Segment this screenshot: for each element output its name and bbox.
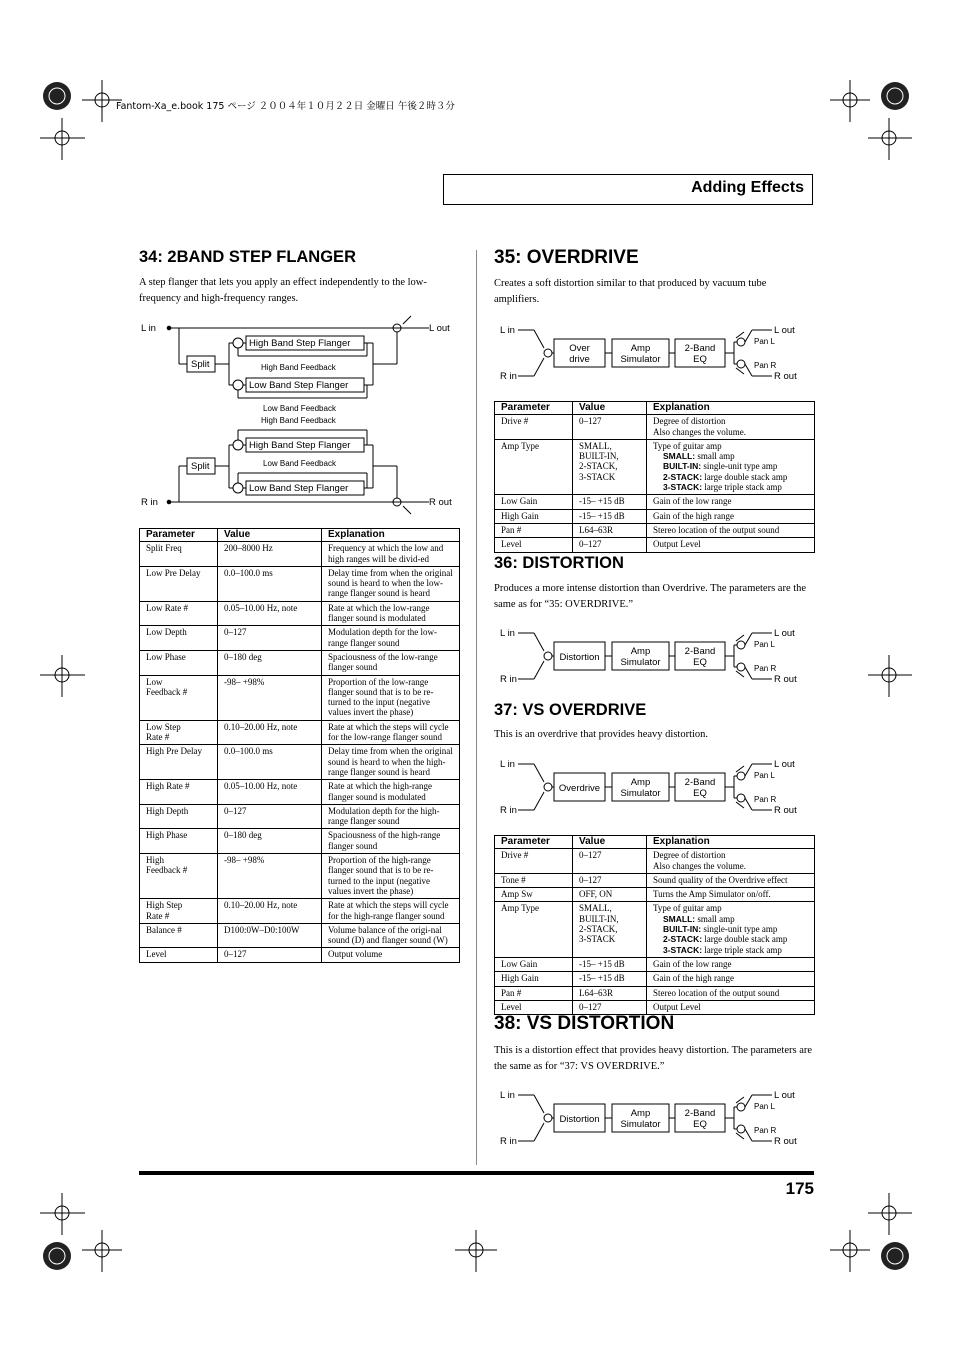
cell: Spaciousness of the high-range flanger sound — [322, 829, 460, 854]
section-desc-37: This is an overdrive that provides heavy distortion. — [494, 729, 709, 740]
cell: Balance # — [140, 923, 218, 948]
cell: OFF, ON — [573, 888, 647, 902]
table-row — [140, 745, 460, 780]
cell: High Phase — [140, 829, 218, 854]
table-row — [495, 523, 815, 537]
cell: Low Pre Delay — [140, 566, 218, 601]
cell: Stereo location of the output sound — [647, 523, 815, 537]
vs-overdrive-diagram — [494, 756, 814, 816]
diagram-label-r-in: R in — [500, 371, 517, 382]
cell: Low Rate # — [140, 601, 218, 626]
diagram-label-r-out: R out — [774, 371, 797, 382]
amp-type-name: 2-STACK: — [663, 471, 703, 482]
cell: Modulation depth for the high-range flanger sound — [322, 804, 460, 829]
cell: 0–127 — [573, 538, 647, 552]
col-explanation: Explanation — [647, 402, 815, 415]
cell: Proportion of the high-range flanger sound that is to be re-turned to the input (negative values invert the phase) — [322, 854, 460, 899]
cell: Level — [495, 1000, 573, 1014]
col-value: Value — [573, 836, 647, 849]
col-explanation: Explanation — [322, 529, 460, 542]
diagram-label-r-out: R out — [774, 805, 797, 816]
diagram-label-pan-r: Pan R — [754, 361, 777, 370]
amp-type-name: 3-STACK: — [663, 944, 703, 955]
overdrive-diagram — [494, 322, 814, 382]
diagram-label-r-out: R out — [429, 497, 452, 508]
cell: Amp Sw — [495, 888, 573, 902]
diagram-label-l-in: L in — [500, 759, 515, 770]
table-row — [140, 804, 460, 829]
cell: Delay time from when the original sound is heard to when the low-range flanger sound is heard — [322, 566, 460, 601]
page-number: 175 — [785, 1179, 814, 1198]
footer-rule — [139, 1171, 814, 1175]
cell: Tone # — [495, 873, 573, 887]
amp-type-item — [663, 945, 808, 955]
diagram-block-eq: 2-Band EQ — [684, 343, 716, 365]
cell: High Pre Delay — [140, 745, 218, 780]
cell: Rate at which the high-range flanger sound is modulated — [322, 780, 460, 805]
diagram-block-effect: Distortion — [559, 1114, 600, 1125]
cell: -15– +15 dB — [573, 957, 647, 971]
table-row — [140, 720, 460, 745]
file-info-header: Fantom-Xa_e.book 175 ページ ２００４年１０月２２日 金曜日 午後２時３分 — [116, 101, 455, 112]
amp-type-desc: large triple stack amp — [702, 944, 782, 955]
table-row — [495, 888, 815, 902]
cell: High Rate # — [140, 780, 218, 805]
amp-type-list — [653, 451, 808, 492]
amp-type-desc: small amp — [695, 913, 735, 924]
diagram-low-flanger-2: Low Band Step Flanger — [249, 483, 349, 494]
cell: High Depth — [140, 804, 218, 829]
cell: Low Feedback # — [140, 675, 218, 720]
cell: Stereo location of the output sound — [647, 986, 815, 1000]
diagram-block-amp-simulator: Amp Simulator — [620, 777, 661, 799]
cell: Modulation depth for the low-range flanger sound — [322, 626, 460, 651]
flanger-diagram — [139, 318, 469, 508]
table-row — [140, 566, 460, 601]
cell: Rate at which the low-range flanger sound is modulated — [322, 601, 460, 626]
cell: 0.05–10.00 Hz, note — [218, 601, 322, 626]
table-row — [495, 538, 815, 552]
amp-type-desc: large double stack amp — [702, 471, 788, 482]
table-row — [140, 542, 460, 567]
diagram-block-eq: 2-Band EQ — [684, 777, 716, 799]
diagram-label-r-in: R in — [141, 497, 158, 508]
diagram-block-amp-simulator: Amp Simulator — [620, 646, 661, 668]
cell: 0–127 — [573, 873, 647, 887]
col-value: Value — [218, 529, 322, 542]
diagram-label-l-in: L in — [500, 325, 515, 336]
diagram-high-flanger-1: High Band Step Flanger — [249, 338, 351, 349]
section-title-36: 36: DISTORTION — [494, 554, 624, 572]
diagram-label-r-in: R in — [500, 1136, 517, 1147]
amp-type-name: 2-STACK: — [663, 934, 703, 945]
diagram-label-pan-r: Pan R — [754, 795, 777, 804]
diagram-label-l-in: L in — [141, 323, 156, 334]
col-parameter: Parameter — [140, 529, 218, 542]
cell: Low Phase — [140, 650, 218, 675]
amp-type-desc: large double stack amp — [702, 934, 788, 945]
cell: Degree of distortion Also changes the volume. — [647, 415, 815, 440]
distortion-diagram — [494, 625, 814, 685]
diagram-block-effect: Overdrive — [558, 783, 601, 794]
cell: Turns the Amp Simulator on/off. — [647, 888, 815, 902]
amp-type-item — [663, 482, 808, 492]
diagram-label-l-out: L out — [774, 1090, 795, 1101]
col-explanation: Explanation — [647, 836, 815, 849]
param-table-37 — [494, 835, 815, 1015]
cell: High Gain — [495, 509, 573, 523]
diagram-high-flanger-2: High Band Step Flanger — [249, 440, 351, 451]
cell: 200–8000 Hz — [218, 542, 322, 567]
diagram-block-amp-simulator: Amp Simulator — [620, 1108, 661, 1130]
cell: Drive # — [495, 415, 573, 440]
diagram-block-eq: 2-Band EQ — [684, 1108, 716, 1130]
diagram-high-fb-1: High Band Feedback — [261, 363, 336, 372]
cell: Low Gain — [495, 495, 573, 509]
diagram-high-fb-2: High Band Feedback — [261, 416, 336, 425]
diagram-label-l-out: L out — [774, 325, 795, 336]
cell: Low Step Rate # — [140, 720, 218, 745]
section-desc-34: A step flanger that lets you apply an effect independently to the low-frequency and high-frequency ranges. — [139, 277, 427, 304]
table-row — [495, 849, 815, 874]
cell: Rate at which the steps will cycle for the high-range flanger sound — [322, 899, 460, 924]
table-row — [495, 509, 815, 523]
cell: D100:0W–D0:100W — [218, 923, 322, 948]
cell: Sound quality of the Overdrive effect — [647, 873, 815, 887]
cell: 0–127 — [218, 626, 322, 651]
amp-type-desc: single-unit type amp — [701, 461, 778, 472]
cell: 0.10–20.00 Hz, note — [218, 720, 322, 745]
table-row — [495, 957, 815, 971]
cell: -15– +15 dB — [573, 495, 647, 509]
cell: High Feedback # — [140, 854, 218, 899]
diagram-label-pan-r: Pan R — [754, 1126, 777, 1135]
cell: 0.0–100.0 ms — [218, 566, 322, 601]
amp-type-item — [663, 472, 808, 482]
table-row — [140, 829, 460, 854]
table-row — [140, 923, 460, 948]
amp-type-list — [653, 914, 808, 955]
column-divider — [476, 250, 477, 1165]
diagram-label-l-out: L out — [774, 759, 795, 770]
chapter-banner — [443, 174, 813, 205]
amp-type-name: BUILT-IN: — [663, 461, 702, 472]
amp-type-name: SMALL: — [663, 913, 696, 924]
diagram-block-effect: Distortion — [559, 652, 600, 663]
diagram-low-flanger-1: Low Band Step Flanger — [249, 380, 349, 391]
table-row — [140, 948, 460, 962]
table-row — [140, 650, 460, 675]
amp-type-item — [663, 461, 808, 471]
cell: Low Depth — [140, 626, 218, 651]
cell: 0–180 deg — [218, 829, 322, 854]
amp-type-cell — [647, 439, 815, 494]
diagram-label-r-out: R out — [774, 1136, 797, 1147]
cell: High Gain — [495, 972, 573, 986]
diagram-label-pan-l: Pan L — [754, 640, 775, 649]
col-value: Value — [573, 402, 647, 415]
cell: SMALL, BUILT-IN, 2-STACK, 3-STACK — [573, 902, 647, 957]
diagram-label-pan-r: Pan R — [754, 664, 777, 673]
cell: Proportion of the low-range flanger sound that is to be re-turned to the input (negative values invert the phase) — [322, 675, 460, 720]
cell: Amp Type — [495, 902, 573, 957]
table-row — [140, 854, 460, 899]
amp-type-item — [663, 934, 808, 944]
diagram-block-eq: 2-Band EQ — [684, 646, 716, 668]
cell: 0.05–10.00 Hz, note — [218, 780, 322, 805]
table-row — [495, 439, 815, 494]
param-table-35 — [494, 401, 815, 553]
section-title-34: 34: 2BAND STEP FLANGER — [139, 248, 356, 266]
section-desc-36: Produces a more intense distortion than Overdrive. The parameters are the same as for “35: OVERDRIVE.” — [494, 583, 807, 610]
section-title-38: 38: VS DISTORTION — [494, 1013, 675, 1034]
cell: Amp Type — [495, 439, 573, 494]
diagram-label-l-in: L in — [500, 1090, 515, 1101]
table-row — [140, 601, 460, 626]
table-row — [495, 415, 815, 440]
vs-distortion-diagram — [494, 1087, 814, 1147]
cell: Degree of distortion Also changes the volume. — [647, 849, 815, 874]
diagram-low-fb-1: Low Band Feedback — [263, 404, 336, 413]
cell: Level — [495, 538, 573, 552]
amp-type-name: 3-STACK: — [663, 482, 703, 493]
diagram-split-upper: Split — [191, 359, 210, 370]
amp-type-name: BUILT-IN: — [663, 924, 702, 935]
table-row — [140, 780, 460, 805]
cell: 0–127 — [573, 1000, 647, 1014]
diagram-label-l-in: L in — [500, 628, 515, 639]
cell: -98– +98% — [218, 854, 322, 899]
amp-type-desc: small amp — [695, 451, 735, 462]
cell: L64–63R — [573, 523, 647, 537]
cell: Gain of the low range — [647, 957, 815, 971]
cell: Type of guitar amp — [653, 903, 722, 914]
chapter-title: Adding Effects — [691, 179, 804, 196]
cell: 0–127 — [218, 948, 322, 962]
table-row — [495, 873, 815, 887]
section-title-35: 35: OVERDRIVE — [494, 247, 639, 268]
cell: Frequency at which the low and high ranges will be divid-ed — [322, 542, 460, 567]
col-parameter: Parameter — [495, 836, 573, 849]
col-parameter: Parameter — [495, 402, 573, 415]
cell: 0–127 — [573, 415, 647, 440]
amp-type-item — [663, 914, 808, 924]
cell: Pan # — [495, 523, 573, 537]
cell: Level — [140, 948, 218, 962]
diagram-split-lower: Split — [191, 461, 210, 472]
cell: Spaciousness of the low-range flanger sound — [322, 650, 460, 675]
cell: Rate at which the steps will cycle for the low-range flanger sound — [322, 720, 460, 745]
cell: -15– +15 dB — [573, 509, 647, 523]
diagram-block-effect: Over drive — [569, 343, 590, 365]
table-row — [140, 899, 460, 924]
cell: 0–127 — [218, 804, 322, 829]
param-table-34 — [139, 528, 460, 963]
table-row — [495, 902, 815, 957]
cell: Split Freq — [140, 542, 218, 567]
table-row — [140, 675, 460, 720]
cell: Low Gain — [495, 957, 573, 971]
cell: 0–180 deg — [218, 650, 322, 675]
cell: Output Level — [647, 1000, 815, 1014]
table-row — [495, 986, 815, 1000]
amp-type-item — [663, 451, 808, 461]
cell: 0.10–20.00 Hz, note — [218, 899, 322, 924]
cell: Gain of the high range — [647, 509, 815, 523]
cell: Output Level — [647, 538, 815, 552]
diagram-label-pan-l: Pan L — [754, 337, 775, 346]
cell: -98– +98% — [218, 675, 322, 720]
amp-type-desc: large triple stack amp — [702, 482, 782, 493]
cell: Drive # — [495, 849, 573, 874]
amp-type-cell — [647, 902, 815, 957]
cell: Type of guitar amp — [653, 440, 722, 451]
cell: 0.0–100.0 ms — [218, 745, 322, 780]
amp-type-desc: single-unit type amp — [701, 924, 778, 935]
cell: Delay time from when the original sound is heard to when the high-range flanger sound is heard — [322, 745, 460, 780]
amp-type-name: SMALL: — [663, 451, 696, 462]
section-title-37: 37: VS OVERDRIVE — [494, 701, 647, 719]
cell: L64–63R — [573, 986, 647, 1000]
cell: Gain of the low range — [647, 495, 815, 509]
table-row — [495, 972, 815, 986]
section-desc-38: This is a distortion effect that provides heavy distortion. The parameters are the same as for “37: VS OVERDRIVE.” — [494, 1045, 813, 1072]
cell: SMALL, BUILT-IN, 2-STACK, 3-STACK — [573, 439, 647, 494]
section-desc-35: Creates a soft distortion similar to that produced by vacuum tube amplifiers. — [494, 278, 767, 305]
table-row — [495, 495, 815, 509]
diagram-label-l-out: L out — [429, 323, 450, 334]
table-row — [140, 626, 460, 651]
cell: Gain of the high range — [647, 972, 815, 986]
cell: High Step Rate # — [140, 899, 218, 924]
diagram-label-pan-l: Pan L — [754, 771, 775, 780]
diagram-label-r-out: R out — [774, 674, 797, 685]
cell: -15– +15 dB — [573, 972, 647, 986]
diagram-block-amp-simulator: Amp Simulator — [620, 343, 661, 365]
amp-type-item — [663, 924, 808, 934]
cell: 0–127 — [573, 849, 647, 874]
diagram-label-pan-l: Pan L — [754, 1102, 775, 1111]
diagram-label-r-in: R in — [500, 805, 517, 816]
cell: Pan # — [495, 986, 573, 1000]
diagram-low-fb-2: Low Band Feedback — [263, 459, 336, 468]
diagram-label-l-out: L out — [774, 628, 795, 639]
cell: Output volume — [322, 948, 460, 962]
cell: Volume balance of the origi-nal sound (D) and flanger sound (W) — [322, 923, 460, 948]
diagram-label-r-in: R in — [500, 674, 517, 685]
